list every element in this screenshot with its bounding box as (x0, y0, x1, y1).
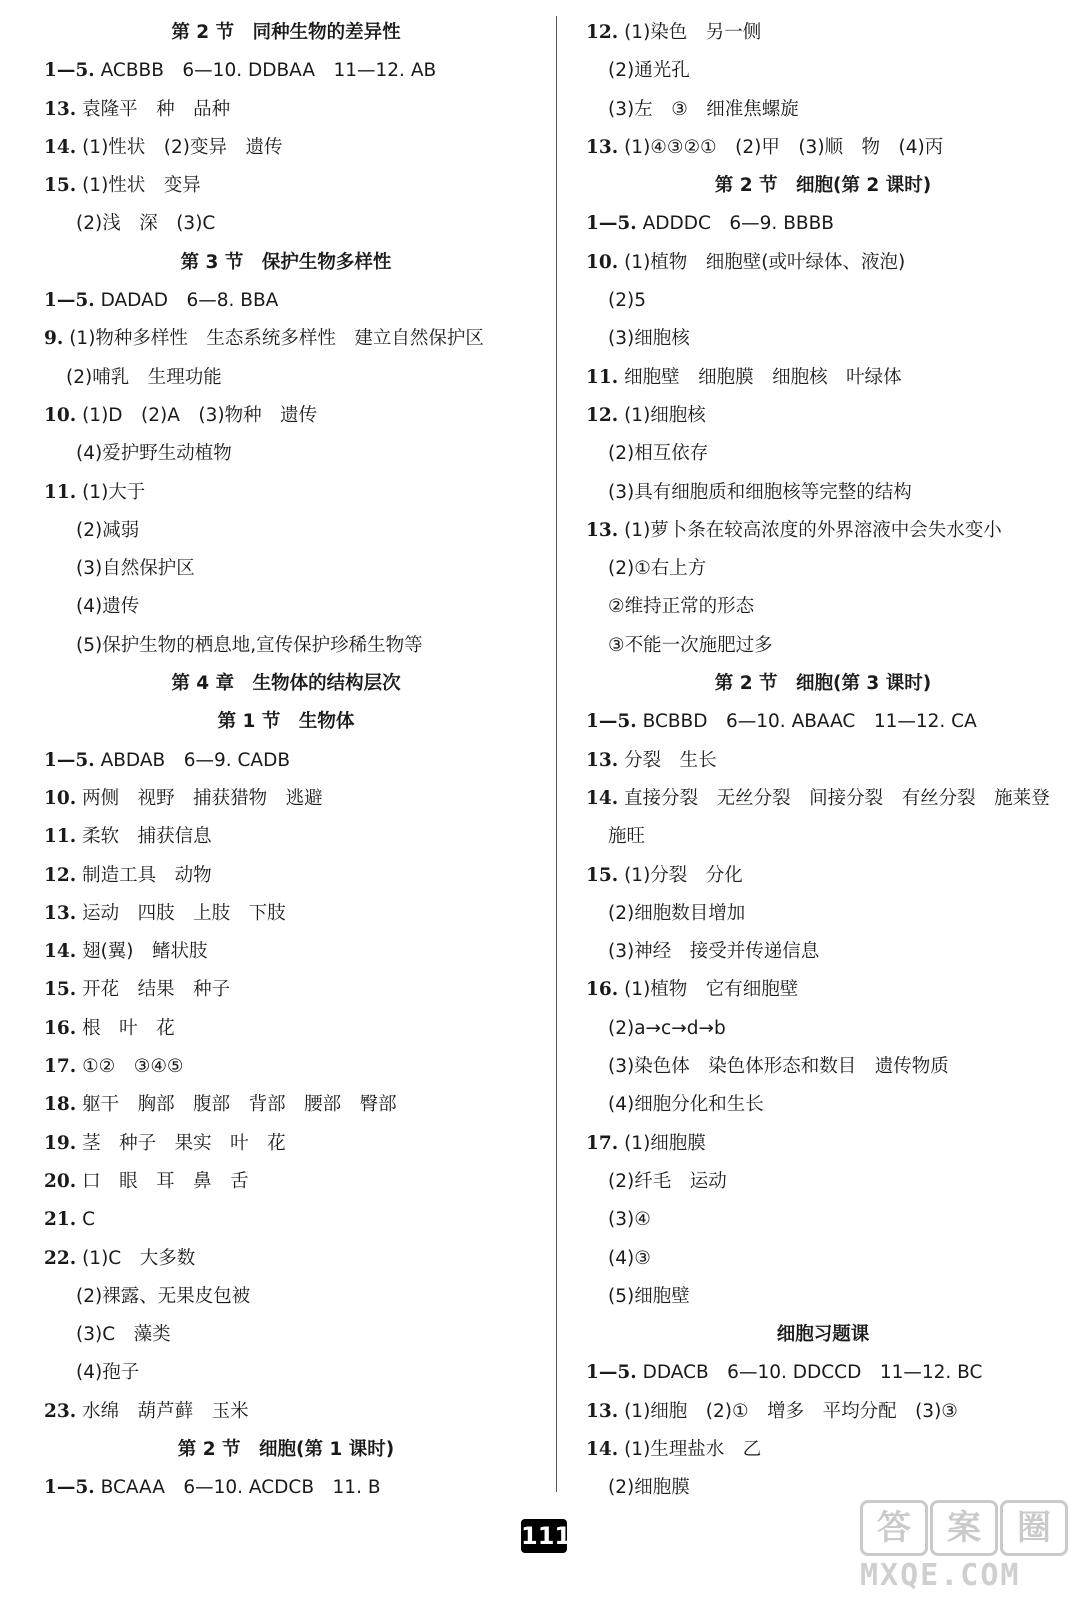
answer-line (578, 742, 1068, 780)
question-number: 21. (44, 1209, 77, 1231)
answer-continuation: (4)孢子 (76, 1362, 140, 1384)
question-number: 11. (44, 826, 77, 848)
answer-text: ACBBB 6—10. DDBAA 11—12. AB (100, 60, 437, 82)
watermark-glyph: 案 (930, 1500, 998, 1556)
answer-line (578, 780, 1068, 818)
answer-continuation: (3)左 ③ 细准焦螺旋 (608, 98, 799, 120)
answer-line (578, 244, 1068, 282)
question-number: 13. (586, 749, 619, 771)
answer-line (36, 857, 536, 895)
question-number: 22. (44, 1247, 77, 1269)
answer-line (578, 512, 1068, 550)
answer-line (36, 1393, 536, 1431)
answer-line (36, 1163, 536, 1201)
question-number: 17. (44, 1056, 77, 1078)
question-number: 13. (44, 902, 77, 924)
answer-continuation: (3)神经 接受并传递信息 (608, 941, 820, 963)
question-number: 12. (586, 404, 619, 426)
answer-line (578, 1354, 1068, 1392)
answer-continuation: ③不能一次施肥过多 (608, 634, 773, 656)
answer-line (36, 1201, 536, 1239)
question-number: 10. (44, 404, 77, 426)
answer-line (578, 857, 1068, 895)
answer-line (36, 282, 536, 320)
question-number: 1—5. (44, 749, 95, 771)
answer-continuation: (2)①右上方 (608, 558, 707, 580)
answer-text: ①② ③④⑤ (82, 1056, 184, 1078)
answer-text: BCAAA 6—10. ACDCB 11. B (100, 1477, 381, 1499)
answer-line (36, 1086, 536, 1124)
section-heading: 第 2 节 细胞(第 1 课时) (177, 1438, 395, 1460)
answer-text: C (82, 1209, 95, 1231)
question-number: 16. (44, 1017, 77, 1039)
answer-text: (1)生理盐水 乙 (624, 1438, 762, 1460)
question-number: 12. (586, 22, 619, 43)
answer-line (36, 1048, 536, 1086)
answer-text: 躯干 胸部 腹部 背部 腰部 臀部 (82, 1094, 397, 1116)
question-number: 14. (586, 1438, 619, 1460)
question-number: 1—5. (44, 290, 95, 312)
answer-text: (1)④③②① (2)甲 (3)顺 物 (4)丙 (624, 136, 944, 158)
answer-continuation: (5)保护生物的栖息地,宣传保护珍稀生物等 (76, 634, 423, 656)
left-answer-column (36, 14, 536, 1508)
answer-text: 根 叶 花 (82, 1017, 175, 1039)
answer-line (36, 320, 536, 358)
answer-line (36, 52, 536, 90)
answer-continuation: (2)裸露、无果皮包被 (76, 1285, 251, 1307)
answer-text: 制造工具 动物 (82, 864, 212, 886)
answer-continuation: (3)具有细胞质和细胞核等完整的结构 (608, 481, 912, 503)
answer-continuation: (2)通光孔 (608, 60, 690, 82)
answer-continuation: (3)C 藻类 (76, 1324, 171, 1346)
answer-text: (1)细胞 (2)① 增多 平均分配 (3)③ (624, 1400, 958, 1422)
answer-text: (1)植物 细胞壁(或叶绿体、液泡) (624, 251, 906, 273)
answer-text: (1)染色 另一侧 (624, 22, 762, 43)
answer-line (578, 14, 1068, 52)
answer-continuation: (3)④ (608, 1209, 651, 1231)
section-heading: 第 2 节 细胞(第 3 课时) (714, 673, 932, 695)
answer-text: (1)物种多样性 生态系统多样性 建立自然保护区 (69, 328, 484, 350)
question-number: 1—5. (586, 711, 637, 733)
question-number: 18. (44, 1094, 77, 1116)
answer-line (36, 1469, 536, 1507)
answer-continuation: (3)染色体 染色体形态和数目 遗传物质 (608, 1056, 949, 1078)
answer-line (578, 1125, 1068, 1163)
question-number: 14. (44, 941, 77, 963)
answer-text: 水绵 葫芦藓 玉米 (82, 1400, 249, 1422)
answer-text: ABDAB 6—9. CADB (100, 749, 291, 771)
watermark-logo (860, 1500, 1070, 1592)
answer-line (36, 895, 536, 933)
answer-text: 口 眼 耳 鼻 舌 (82, 1170, 249, 1192)
answer-continuation: ②维持正常的形态 (608, 596, 755, 618)
answer-text: 茎 种子 果实 叶 花 (82, 1132, 286, 1154)
answer-continuation: (4)遗传 (76, 596, 140, 618)
section-heading: 细胞习题课 (776, 1324, 870, 1346)
question-number: 11. (586, 366, 619, 388)
question-number: 13. (586, 136, 619, 158)
answer-line (578, 1431, 1068, 1469)
answer-line (36, 1010, 536, 1048)
answer-text: (1)分裂 分化 (624, 864, 743, 886)
answer-text: 翅(翼) 鳍状肢 (82, 941, 208, 963)
question-number: 1—5. (44, 1477, 95, 1499)
section-heading: 第 3 节 保护生物多样性 (180, 251, 392, 273)
question-number: 15. (44, 979, 77, 1001)
answer-text: 运动 四肢 上肢 下肢 (82, 902, 286, 924)
answer-continuation: (2)浅 深 (3)C (76, 213, 216, 235)
answer-line (36, 971, 536, 1009)
question-number: 19. (44, 1132, 77, 1154)
answer-continuation: (2)5 (608, 290, 646, 312)
question-number: 14. (586, 787, 619, 809)
answer-text: 开花 结果 种子 (82, 979, 231, 1001)
answer-text: DADAD 6—8. BBA (100, 290, 279, 312)
answer-continuation: (2)减弱 (76, 519, 140, 541)
answer-line (36, 780, 536, 818)
answer-text: 分裂 生长 (624, 749, 717, 771)
answer-text: (1)植物 它有细胞壁 (624, 979, 799, 1001)
question-number: 10. (44, 787, 77, 809)
question-number: 20. (44, 1170, 77, 1192)
question-number: 15. (44, 175, 77, 197)
question-number: 9. (44, 328, 64, 350)
answer-line (578, 971, 1068, 1009)
answer-line (36, 91, 536, 129)
right-answer-column (578, 14, 1068, 1508)
answer-continuation: (3)细胞核 (608, 328, 690, 350)
question-number: 15. (586, 864, 619, 886)
answer-continuation: (4)爱护野生动植物 (76, 443, 232, 465)
question-number: 23. (44, 1400, 77, 1422)
answer-line (578, 205, 1068, 243)
section-heading: 第 2 节 同种生物的差异性 (171, 22, 401, 43)
page-number: 111 (521, 1519, 567, 1553)
answer-line (578, 129, 1068, 167)
answer-continuation: (2)相互依存 (608, 443, 709, 465)
answer-text: (1)大于 (82, 481, 146, 503)
answer-line (36, 474, 536, 512)
watermark-glyph: 答 (860, 1500, 928, 1556)
section-heading: 第 1 节 生物体 (217, 711, 355, 733)
answer-text: 袁隆平 种 品种 (82, 98, 231, 120)
answer-line (36, 1240, 536, 1278)
watermark-url: MXQE.COM (860, 1558, 1021, 1593)
answer-line (36, 818, 536, 856)
answer-continuation: (5)细胞壁 (608, 1285, 690, 1307)
answer-text: (1)C 大多数 (82, 1247, 196, 1269)
answer-line (36, 1125, 536, 1163)
question-number: 1—5. (586, 213, 637, 235)
question-number: 13. (586, 519, 619, 541)
question-number: 1—5. (44, 60, 95, 82)
watermark-brand (860, 1500, 1070, 1556)
answer-continuation: (4)细胞分化和生长 (608, 1094, 764, 1116)
question-number: 11. (44, 481, 77, 503)
answer-continuation: (2)纤毛 运动 (608, 1170, 727, 1192)
answer-text: BCBBD 6—10. ABAAC 11—12. CA (642, 711, 977, 733)
section-heading: 第 4 章 生物体的结构层次 (171, 673, 401, 695)
answer-continuation: (2)a→c→d→b (608, 1017, 726, 1039)
question-number: 13. (586, 1400, 619, 1422)
answer-text: (1)性状 (2)变异 遗传 (82, 136, 283, 158)
answer-line (578, 1393, 1068, 1431)
answer-line (36, 167, 536, 205)
answer-text: 柔软 捕获信息 (82, 826, 212, 848)
question-number: 12. (44, 864, 77, 886)
question-number: 1—5. (586, 1362, 637, 1384)
answer-continuation: (2)细胞膜 (608, 1477, 690, 1499)
answer-line (36, 742, 536, 780)
answer-line (36, 933, 536, 971)
answer-line (578, 397, 1068, 435)
answer-continuation: (2)细胞数目增加 (608, 902, 746, 924)
answer-text: 细胞壁 细胞膜 细胞核 叶绿体 (624, 366, 902, 388)
answer-text: (1)D (2)A (3)物种 遗传 (82, 404, 318, 426)
answer-continuation: (3)自然保护区 (76, 558, 195, 580)
answer-continuation: 施旺 (608, 826, 646, 848)
answer-line (578, 703, 1068, 741)
question-number: 17. (586, 1132, 619, 1154)
answer-text: (1)性状 变异 (82, 175, 201, 197)
answer-text: (1)细胞核 (624, 404, 706, 426)
answer-line (36, 397, 536, 435)
question-number: 14. (44, 136, 77, 158)
answer-line (36, 129, 536, 167)
answer-continuation: (2)哺乳 生理功能 (66, 366, 222, 388)
answer-text: 两侧 视野 捕获猎物 逃避 (82, 787, 323, 809)
answer-text: ADDDC 6—9. BBBB (642, 213, 834, 235)
answer-text: (1)萝卜条在较高浓度的外界溶液中会失水变小 (624, 519, 1002, 541)
question-number: 13. (44, 98, 77, 120)
question-number: 10. (586, 251, 619, 273)
answer-line (578, 359, 1068, 397)
answer-text: DDACB 6—10. DDCCD 11—12. BC (642, 1362, 983, 1384)
answer-text: 直接分裂 无丝分裂 间接分裂 有丝分裂 施莱登 (624, 787, 1050, 809)
section-heading: 第 2 节 细胞(第 2 课时) (714, 175, 932, 197)
watermark-glyph: 圈 (1000, 1500, 1068, 1556)
question-number: 16. (586, 979, 619, 1001)
answer-text: (1)细胞膜 (624, 1132, 706, 1154)
column-divider (556, 16, 557, 1492)
answer-continuation: (4)③ (608, 1247, 651, 1269)
